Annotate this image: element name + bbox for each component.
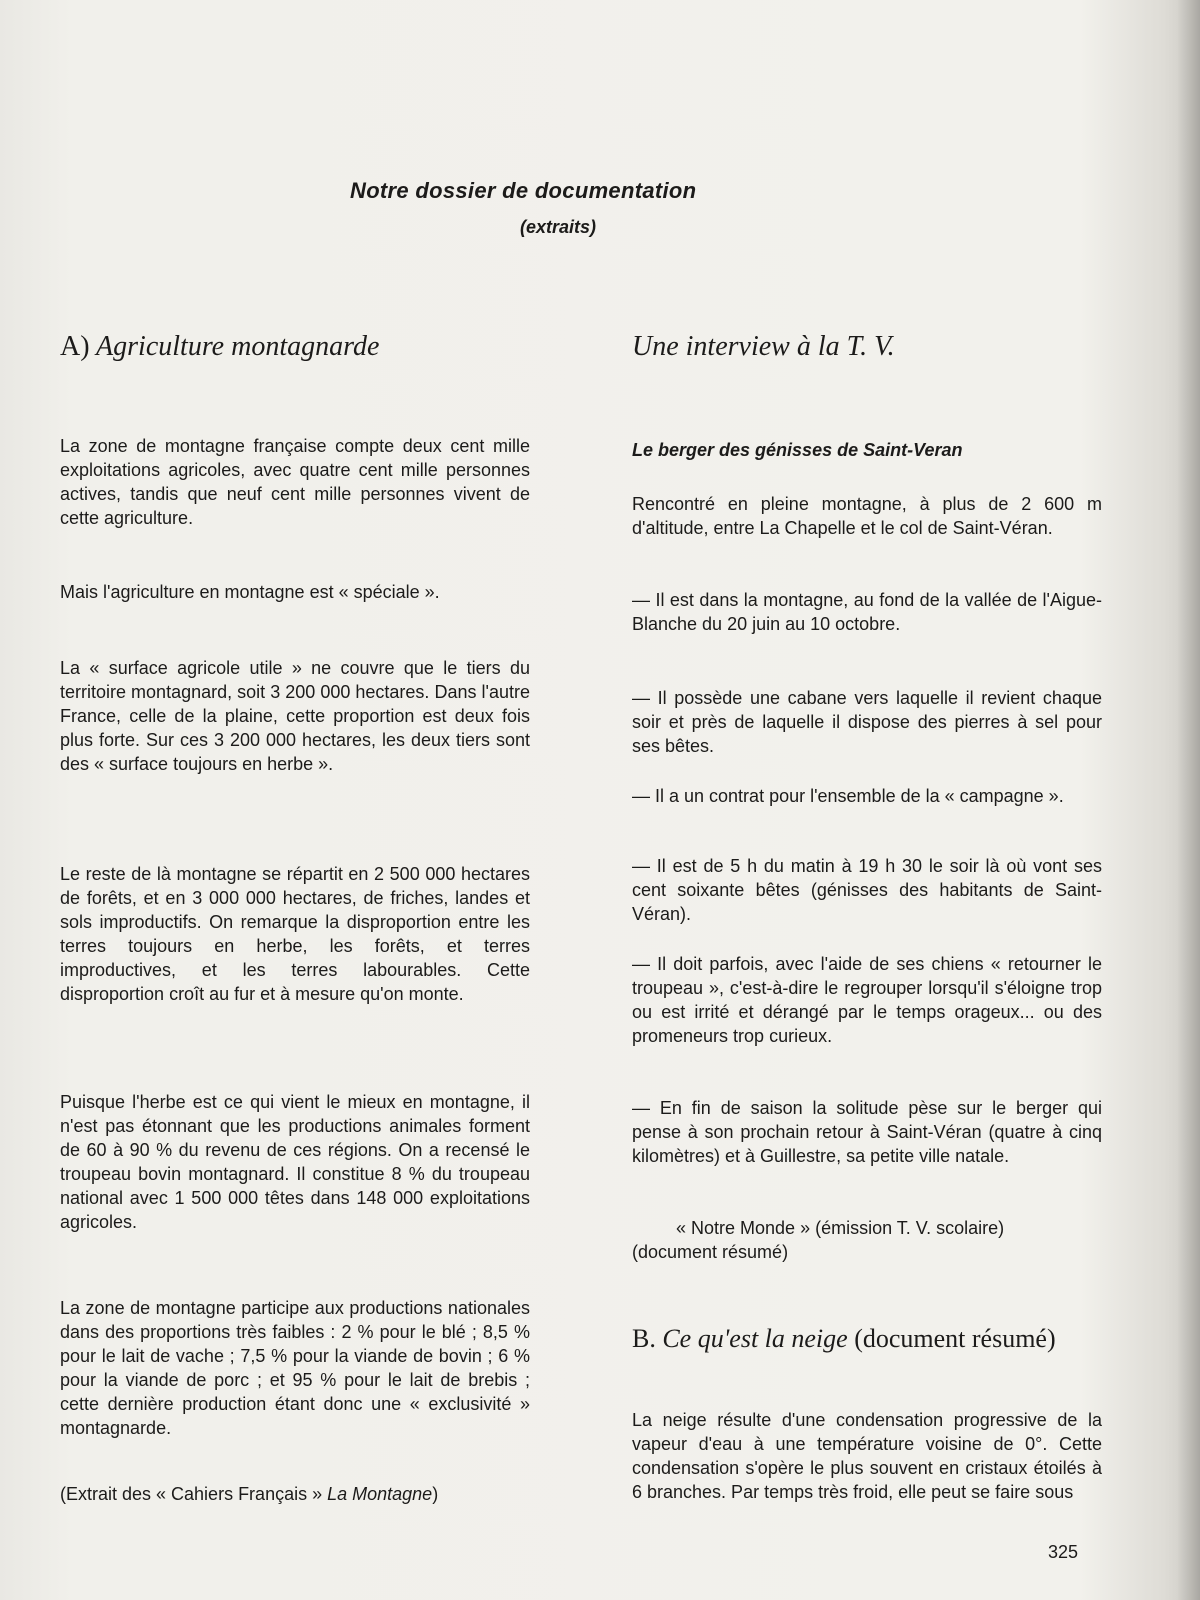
page-number: 325 <box>1048 1542 1079 1562</box>
right-paragraph-1: Rencontré en pleine montagne, à plus de 2 600 m d'altitude, entre La Chapelle et le col de Saint-Véran. <box>632 494 1102 538</box>
page-subtitle: (extraits) <box>520 217 597 237</box>
right-source-line-1: « Notre Monde » (émission T. V. scolaire) <box>676 1218 1005 1238</box>
book-spine-shadow <box>1178 0 1200 1600</box>
left-paragraph-2: Mais l'agriculture en montagne est « spéciale ». <box>60 582 440 602</box>
left-paragraph-4: Le reste de là montagne se répartit en 2 500 000 hectares de forêts, et en 3 000 000 hectares, de friches, landes et sols improductifs. On remarque la disproportion entre les terres toujours en herbe, les forêts, et terres improductives, et les terres labourables. Cette disproportion croît au fur et à mesure qu'on monte. <box>60 864 530 1004</box>
section-a-title <box>60 328 379 366</box>
right-source-line-2: (document résumé) <box>632 1242 789 1262</box>
right-paragraph-7: — En fin de saison la solitude pèse sur le berger qui pense à son prochain retour à Saint-Véran (quatre à cinq kilomètres) et à Guillestre, sa petite ville natale. <box>632 1098 1102 1166</box>
section-b-paragraph: La neige résulte d'une condensation progressive de la vapeur d'eau à une température voisine de 0°. Cette condensation s'opère le plus souvent en cristaux étoilés à 6 branches. Par temps très froid, elle peut se faire sous <box>632 1410 1102 1502</box>
left-source-title: La Montagne <box>327 1484 433 1504</box>
right-paragraph-6: — Il doit parfois, avec l'aide de ses chiens « retourner le troupeau », c'est-à-dire le regrouper lorsqu'il s'éloigne trop ou est irrité et dérangé par le temps orageux... ou des promeneurs trop curieux. <box>632 954 1102 1046</box>
section-a-heading: Agriculture montagnarde <box>96 331 380 362</box>
section-b-note: (document résumé) <box>854 1324 1056 1353</box>
section-b-title <box>632 1322 1102 1356</box>
left-paragraph-5: Puisque l'herbe est ce qui vient le mieux en montagne, il n'est pas étonnant que les productions animales forment de 60 à 90 % du revenu de ces régions. On a recensé le troupeau bovin montagnard. Il constitue 8 % du troupeau national avec 1 500 000 têtes dans 148 000 exploitations agricoles. <box>60 1092 530 1232</box>
section-a-letter: A) <box>60 331 90 362</box>
section-b-heading: Ce qu'est la neige <box>662 1324 848 1353</box>
left-paragraph-1: La zone de montagne française compte deux cent mille exploitations agricoles, avec quatre cent mille personnes actives, tandis que neuf cent mille personnes vivent de cette agriculture. <box>60 436 530 528</box>
left-paragraph-3: La « surface agricole utile » ne couvre que le tiers du territoire montagnard, soit 3 200 000 hectares. Dans l'autre France, celle de la plaine, cette proportion est deux fois plus forte. Sur ces 3 200 000 hectares, les deux tiers sont des « surface toujours en herbe ». <box>60 658 530 774</box>
right-paragraph-5: — Il est de 5 h du matin à 19 h 30 le soir là où vont ses cent soixante bêtes (génisses des habitants de Saint-Véran). <box>632 856 1102 924</box>
left-paragraph-6: La zone de montagne participe aux productions nationales dans des proportions très faibles : 2 % pour le blé ; 8,5 % pour le lait de vache ; 7,5 % pour la viande de bovin ; 6 % pour la viande de porc ; et 95 % pour le lait de brebis ; cette dernière production étant donc une « exclusivité » montagnarde. <box>60 1298 530 1438</box>
page-title: Notre dossier de documentation <box>350 178 697 203</box>
right-paragraph-2: — Il est dans la montagne, au fond de la vallée de l'Aigue-Blanche du 20 juin au 10 octobre. <box>632 590 1102 634</box>
left-source-suffix: ) <box>432 1484 439 1504</box>
left-source-citation <box>60 1482 530 1506</box>
interview-subheading: Le berger des génisses de Saint-Veran <box>632 440 963 460</box>
right-paragraph-4: — Il a un contrat pour l'ensemble de la « campagne ». <box>632 786 1064 806</box>
right-paragraph-3: — Il possède une cabane vers laquelle il revient chaque soir et près de laquelle il dispose des pierres à sel pour ses bêtes. <box>632 688 1102 756</box>
left-source-prefix: (Extrait des « Cahiers Français » <box>60 1484 328 1504</box>
section-b-letter: B. <box>632 1324 656 1353</box>
section-interview-title: Une interview à la T. V. <box>632 331 895 362</box>
